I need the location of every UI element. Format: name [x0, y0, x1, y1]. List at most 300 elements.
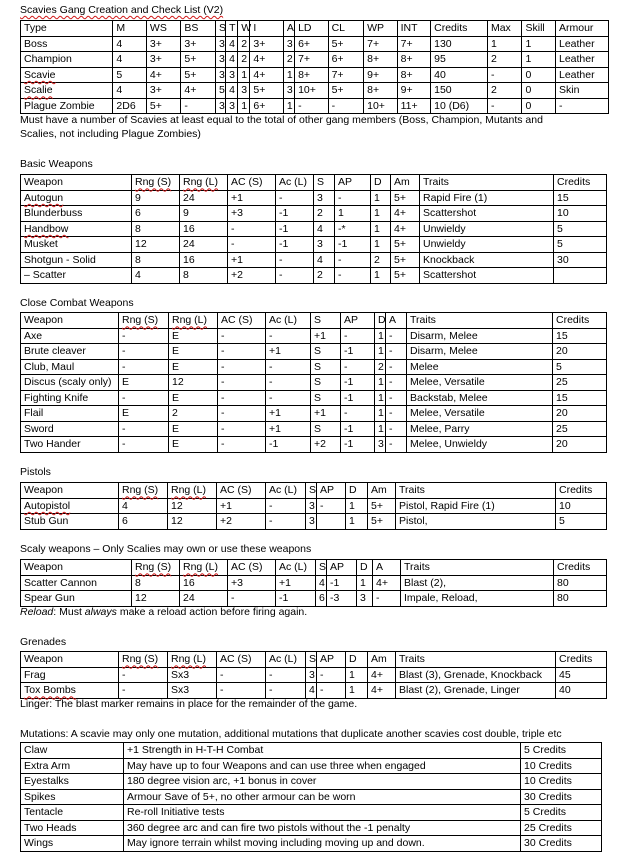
table-cell: 25 Credits: [521, 820, 602, 836]
table-header-row: [21, 175, 607, 191]
table-cell: 30 Credits: [521, 789, 602, 805]
table-cell: +1: [228, 190, 276, 206]
header-cell: Credits: [554, 560, 607, 576]
table-cell: 10 Credits: [521, 758, 602, 774]
table-cell: 1: [375, 375, 386, 391]
table-cell: 6+: [250, 98, 284, 114]
header-cell: Credits: [431, 21, 488, 37]
table-cell: -: [266, 359, 311, 375]
table-cell: 10 Credits: [521, 774, 602, 790]
table-cell: S: [311, 344, 341, 360]
table-cell: 3: [226, 67, 238, 83]
table-cell: 3: [238, 83, 250, 99]
table-cell: Club, Maul: [21, 359, 119, 375]
table-cell: -: [386, 328, 407, 344]
close-combat-title: Close Combat Weapons: [20, 297, 134, 309]
pistols-title: Pistols: [20, 466, 51, 478]
header-cell: LD: [295, 21, 329, 37]
table-cell: 3: [215, 98, 225, 114]
table-cell: +1: [276, 575, 316, 591]
table-cell: Frag: [21, 667, 119, 683]
table-cell: May have up to four Weapons and can use three when engaged: [124, 758, 521, 774]
gang-note-line2: Scalies, not including Plague Zombies): [20, 128, 201, 140]
table-cell: -1: [341, 437, 375, 453]
header-cell: D: [357, 560, 373, 576]
table-cell: 9: [132, 190, 180, 206]
table-cell: 5: [553, 359, 607, 375]
table-cell: 80: [554, 575, 607, 591]
header-cell: Rng (S): [132, 175, 180, 191]
table-row: [21, 683, 607, 699]
table-cell: 1: [371, 221, 391, 237]
table-cell: -: [119, 344, 169, 360]
table-cell: Melee, Unwieldy: [407, 437, 553, 453]
pistols-table: [20, 482, 607, 530]
table-cell: 4: [226, 83, 238, 99]
table-cell: 3: [314, 237, 335, 253]
table-cell: 2D6: [113, 98, 147, 114]
table-cell: Blunderbuss: [21, 206, 132, 222]
table-cell: 1: [335, 206, 371, 222]
table-row: [21, 591, 607, 607]
table-cell: 24: [180, 237, 228, 253]
table-cell: -3: [327, 591, 357, 607]
table-cell: 8+: [295, 67, 329, 83]
table-cell: 5: [556, 514, 607, 530]
table-cell: 7+: [364, 36, 398, 52]
header-cell: WP: [364, 21, 398, 37]
table-cell: 1: [346, 498, 368, 514]
table-cell: 3: [215, 67, 225, 83]
header-cell: A: [386, 313, 407, 329]
table-cell: -1: [327, 575, 357, 591]
table-row: [21, 344, 607, 360]
table-cell: 5+: [368, 498, 396, 514]
table-cell: 5+: [146, 98, 181, 114]
table-cell: 25: [553, 421, 607, 437]
table-cell: 1: [346, 667, 368, 683]
table-cell: Musket: [21, 237, 132, 253]
table-header-row: [21, 652, 607, 668]
header-cell: AP: [327, 560, 357, 576]
table-cell: Blast (3), Grenade, Knockback: [396, 667, 556, 683]
table-cell: Stub Gun: [21, 514, 119, 530]
header-cell: AP: [341, 313, 375, 329]
table-cell: S: [311, 359, 341, 375]
table-cell: Flail: [21, 406, 119, 422]
table-cell: Backstab, Melee: [407, 390, 553, 406]
table-cell: Disarm, Melee: [407, 328, 553, 344]
table-cell: 15: [554, 190, 607, 206]
table-cell: 5+: [391, 190, 420, 206]
table-cell: Scattershot: [420, 268, 554, 284]
table-cell: -: [217, 683, 266, 699]
table-cell: [554, 268, 607, 284]
table-cell: Skin: [555, 83, 608, 99]
table-cell: 3: [306, 667, 317, 683]
table-cell: -: [386, 359, 407, 375]
table-cell: Disarm, Melee: [407, 344, 553, 360]
table-cell: +2: [311, 437, 341, 453]
table-cell: 12: [169, 375, 218, 391]
header-cell: AC (S): [228, 560, 276, 576]
table-cell: 80: [554, 591, 607, 607]
table-cell: 20: [553, 344, 607, 360]
table-cell: -*: [335, 221, 371, 237]
table-cell: -1: [276, 237, 314, 253]
table-cell: -1: [341, 421, 375, 437]
header-cell: Type: [21, 21, 113, 37]
table-cell: S: [311, 390, 341, 406]
table-cell: 1: [375, 390, 386, 406]
table-cell: +1: [228, 252, 276, 268]
header-cell: INT: [397, 21, 431, 37]
table-cell: -: [386, 375, 407, 391]
table-cell: 1: [238, 98, 250, 114]
table-cell: 4: [119, 498, 168, 514]
table-cell: 2: [487, 52, 522, 68]
table-cell: Boss: [21, 36, 113, 52]
table-cell: -: [341, 328, 375, 344]
table-row: [21, 805, 602, 821]
table-cell: 4+: [250, 52, 284, 68]
table-cell: E: [119, 375, 169, 391]
header-cell: W: [238, 21, 250, 37]
table-cell: 95: [431, 52, 488, 68]
table-cell: 3: [306, 498, 317, 514]
table-row: [21, 328, 607, 344]
table-cell: May ignore terrain whilst moving including moving up and down.: [124, 836, 521, 852]
table-cell: Unwieldy: [420, 237, 554, 253]
table-cell: 6+: [328, 52, 364, 68]
table-cell: 4: [306, 683, 317, 699]
header-cell: Rng (L): [180, 175, 228, 191]
scaly-weapons-title: Scaly weapons – Only Scalies may own or use these weapons: [20, 543, 312, 555]
table-cell: 1: [487, 36, 522, 52]
table-cell: -: [119, 390, 169, 406]
table-cell: Axe: [21, 328, 119, 344]
table-cell: Shotgun - Solid: [21, 252, 132, 268]
header-cell: Rng (S): [132, 560, 180, 576]
table-cell: Sx3: [168, 683, 217, 699]
table-row: [21, 836, 602, 852]
table-cell: -: [218, 406, 266, 422]
table-cell: 5: [113, 67, 147, 83]
table-cell: 4+: [373, 575, 401, 591]
table-cell: -1: [266, 437, 311, 453]
table-cell: 3: [314, 190, 335, 206]
table-cell: -: [487, 98, 522, 114]
table-cell: 15: [553, 328, 607, 344]
table-cell: Knockback: [420, 252, 554, 268]
table-cell: 360 degree arc and can fire two pistols without the -1 penalty: [124, 820, 521, 836]
table-cell: 2: [487, 83, 522, 99]
table-cell: 16: [180, 221, 228, 237]
table-cell: -: [119, 328, 169, 344]
table-cell: -: [119, 683, 168, 699]
table-cell: -: [218, 344, 266, 360]
table-cell: Spear Gun: [21, 591, 132, 607]
table-cell: Melee, Versatile: [407, 406, 553, 422]
table-cell: -: [266, 328, 311, 344]
header-cell: Ac (L): [266, 313, 311, 329]
header-cell: D: [346, 652, 368, 668]
table-cell: 5+: [368, 514, 396, 530]
table-cell: 5 Credits: [521, 743, 602, 759]
table-cell: -: [335, 268, 371, 284]
table-cell: 4+: [250, 67, 284, 83]
table-row: [21, 498, 607, 514]
table-cell: 4: [113, 36, 147, 52]
header-cell: Traits: [401, 560, 554, 576]
table-cell: -1: [276, 206, 314, 222]
table-cell: 7+: [295, 52, 329, 68]
table-cell: Melee, Versatile: [407, 375, 553, 391]
table-cell: Discus (scaly only): [21, 375, 119, 391]
header-cell: CL: [328, 21, 364, 37]
table-cell: -: [228, 221, 276, 237]
table-cell: 12: [168, 498, 217, 514]
table-cell: 4: [226, 36, 238, 52]
header-cell: Traits: [396, 483, 556, 499]
table-row: [21, 789, 602, 805]
table-cell: 3+: [146, 36, 181, 52]
table-cell: 1: [283, 67, 294, 83]
table-cell: -: [218, 375, 266, 391]
table-cell: +1: [266, 406, 311, 422]
table-cell: 8: [132, 575, 180, 591]
table-cell: 1: [371, 206, 391, 222]
header-cell: AP: [335, 175, 371, 191]
header-cell: Weapon: [21, 175, 132, 191]
table-cell: 2: [169, 406, 218, 422]
table-cell: 6: [132, 206, 180, 222]
gang-note-line1: Must have a number of Scavies at least equal to the total of other gang members (Boss, Champion, Mutants and: [20, 114, 543, 126]
table-cell: +2: [217, 514, 266, 530]
header-cell: AC (S): [228, 175, 276, 191]
table-cell: -: [341, 406, 375, 422]
table-cell: 5+: [391, 252, 420, 268]
header-cell: Am: [368, 652, 396, 668]
table-cell: +1: [311, 328, 341, 344]
table-cell: 3: [283, 83, 294, 99]
table-cell: Leather: [555, 67, 608, 83]
table-cell: Autogun: [21, 190, 132, 206]
table-cell: -1: [341, 375, 375, 391]
header-cell: AP: [317, 652, 346, 668]
table-cell: +1: [217, 498, 266, 514]
table-cell: 15: [553, 390, 607, 406]
table-cell: 1: [375, 406, 386, 422]
table-cell: Tentacle: [21, 805, 124, 821]
table-cell: 1: [346, 683, 368, 699]
table-row: [21, 437, 607, 453]
table-cell: 180 degree vision arc, +1 bonus in cover: [124, 774, 521, 790]
table-cell: 5+: [250, 83, 284, 99]
table-cell: 1: [375, 328, 386, 344]
gang-table: [20, 20, 609, 114]
mutations-table: [20, 742, 602, 852]
table-cell: Pistol, Rapid Fire (1): [396, 498, 556, 514]
scaly-weapons-table: [20, 559, 607, 607]
table-cell: 4+: [391, 221, 420, 237]
table-cell: Leather: [555, 36, 608, 52]
header-cell: Credits: [556, 652, 607, 668]
grenades-title: Grenades: [20, 636, 67, 648]
table-cell: -: [295, 98, 329, 114]
header-cell: Rng (L): [168, 652, 217, 668]
table-cell: Sx3: [168, 667, 217, 683]
table-cell: 4: [314, 221, 335, 237]
table-row: [21, 252, 607, 268]
table-cell: Claw: [21, 743, 124, 759]
header-cell: Max: [487, 21, 522, 37]
table-cell: -: [266, 667, 306, 683]
table-cell: -: [266, 514, 306, 530]
table-cell: Autopistol: [21, 498, 119, 514]
table-cell: Scattershot: [420, 206, 554, 222]
table-cell: Impale, Reload,: [401, 591, 554, 607]
table-cell: 9+: [397, 83, 431, 99]
table-cell: 40: [431, 67, 488, 83]
header-cell: A: [373, 560, 401, 576]
table-cell: 30 Credits: [521, 836, 602, 852]
header-cell: Ac (L): [276, 560, 316, 576]
grenades-table: [20, 651, 607, 699]
table-cell: E: [169, 359, 218, 375]
table-cell: 6: [119, 514, 168, 530]
table-cell: 20: [553, 406, 607, 422]
table-cell: 5+: [181, 52, 216, 68]
table-cell: 10: [554, 206, 607, 222]
table-cell: S: [311, 421, 341, 437]
table-cell: 6: [316, 591, 327, 607]
table-cell: -: [218, 328, 266, 344]
table-cell: 10+: [295, 83, 329, 99]
table-cell: 24: [180, 190, 228, 206]
table-row: [21, 743, 602, 759]
table-cell: 4+: [391, 206, 420, 222]
header-cell: Traits: [407, 313, 553, 329]
table-cell: 8: [132, 221, 180, 237]
table-cell: 3+: [146, 52, 181, 68]
table-cell: Handbow: [21, 221, 132, 237]
table-cell: -: [218, 359, 266, 375]
table-cell: Two Hander: [21, 437, 119, 453]
table-cell: -1: [341, 390, 375, 406]
table-cell: 10+: [364, 98, 398, 114]
header-cell: S: [316, 560, 327, 576]
table-cell: 10: [556, 498, 607, 514]
table-cell: Extra Arm: [21, 758, 124, 774]
table-cell: -: [335, 252, 371, 268]
basic-weapons-title: Basic Weapons: [20, 158, 93, 170]
table-cell: 12: [132, 591, 180, 607]
header-cell: Ac (L): [266, 652, 306, 668]
table-cell: -: [386, 390, 407, 406]
table-cell: 150: [431, 83, 488, 99]
table-cell: 0: [522, 83, 556, 99]
table-row: [21, 237, 607, 253]
header-cell: AP: [317, 483, 346, 499]
table-row: [21, 190, 607, 206]
table-cell: E: [169, 328, 218, 344]
table-cell: Pistol,: [396, 514, 556, 530]
table-cell: 4+: [368, 667, 396, 683]
header-cell: WS: [146, 21, 181, 37]
table-cell: -1: [276, 591, 316, 607]
table-cell: 6+: [295, 36, 329, 52]
table-cell: -: [181, 98, 216, 114]
table-cell: -: [386, 437, 407, 453]
table-cell: 1: [371, 190, 391, 206]
table-cell: 11+: [397, 98, 431, 114]
table-header-row: [21, 483, 607, 499]
table-row: [21, 820, 602, 836]
table-cell: Plague Zombie: [21, 98, 113, 114]
table-cell: -: [276, 268, 314, 284]
table-cell: -: [276, 190, 314, 206]
table-cell: -: [266, 498, 306, 514]
table-cell: -: [119, 437, 169, 453]
table-cell: 3: [283, 36, 294, 52]
table-cell: -: [266, 375, 311, 391]
table-cell: 1: [375, 421, 386, 437]
header-cell: Credits: [556, 483, 607, 499]
page-title: Scavies Gang Creation and Check List (V2): [20, 4, 224, 16]
table-cell: 1: [375, 344, 386, 360]
header-cell: S: [306, 483, 317, 499]
table-cell: 3+: [181, 36, 216, 52]
table-cell: Champion: [21, 52, 113, 68]
table-cell: -: [373, 591, 401, 607]
table-cell: 24: [180, 591, 228, 607]
header-cell: BS: [181, 21, 216, 37]
table-cell: 4: [132, 268, 180, 284]
table-cell: -: [341, 359, 375, 375]
table-cell: 2: [314, 206, 335, 222]
table-cell: -: [119, 421, 169, 437]
header-cell: Rng (S): [119, 313, 169, 329]
table-row: [21, 67, 609, 83]
table-cell: Re-roll Initiative tests: [124, 805, 521, 821]
table-cell: 5: [215, 83, 225, 99]
table-row: [21, 774, 602, 790]
header-cell: AC (S): [217, 652, 266, 668]
table-cell: +1: [266, 421, 311, 437]
header-cell: S: [314, 175, 335, 191]
table-header-row: [21, 313, 607, 329]
table-cell: [317, 514, 346, 530]
table-cell: 16: [180, 252, 228, 268]
table-row: [21, 83, 609, 99]
table-cell: 5 Credits: [521, 805, 602, 821]
table-cell: Unwieldy: [420, 221, 554, 237]
table-cell: 8+: [364, 52, 398, 68]
header-cell: Traits: [396, 652, 556, 668]
reload-note: Reload: Must always make a reload action before firing again.: [20, 606, 308, 618]
table-header-row: [21, 21, 609, 37]
header-cell: I: [250, 21, 284, 37]
basic-weapons-table: [20, 174, 607, 284]
table-cell: -1: [335, 237, 371, 253]
table-cell: Melee: [407, 359, 553, 375]
table-cell: Eyestalks: [21, 774, 124, 790]
table-cell: 4+: [181, 83, 216, 99]
table-row: [21, 268, 607, 284]
table-cell: 1: [522, 52, 556, 68]
table-cell: 1: [283, 98, 294, 114]
